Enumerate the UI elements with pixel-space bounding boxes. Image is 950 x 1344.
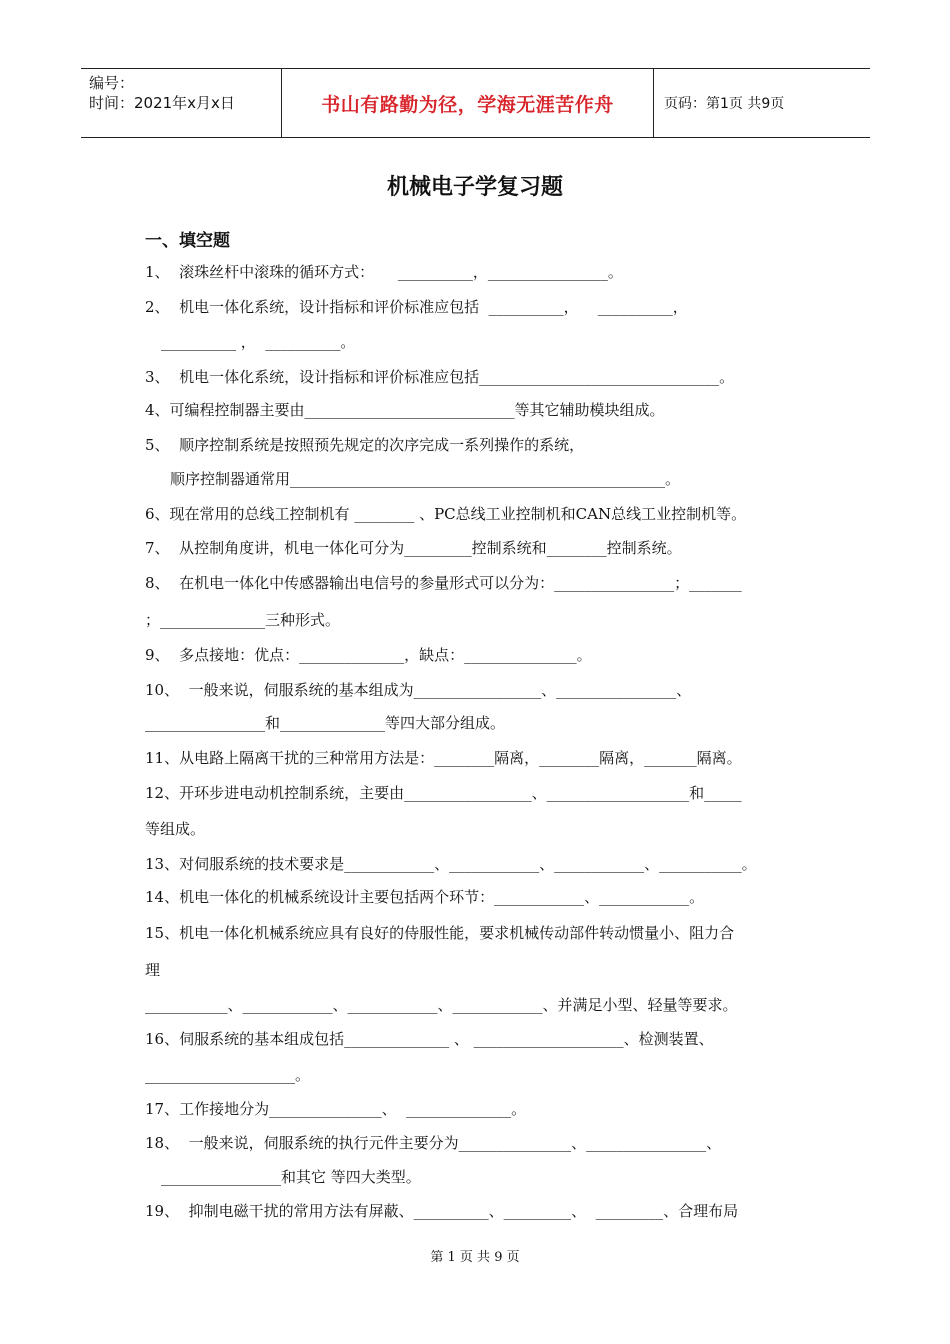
question-line: 13、对伺服系统的技术要求是____________、____________、____________、___________。 xyxy=(145,855,757,873)
question-line: 4、可编程控制器主要由____________________________等其它辅助模块组成。 xyxy=(145,401,665,419)
question-line: __________ ， __________。 xyxy=(161,333,356,351)
time-label: 时间：2021年x月x日 xyxy=(89,94,235,112)
question-line: 顺序控制器通常用__________________________________________________。 xyxy=(170,470,681,488)
question-line: 6、现在常用的总线工控制机有 ________ 、PC总线工业控制机和CAN总线工业控制机等。 xyxy=(145,505,747,523)
section-heading: 一、填空题 xyxy=(145,231,230,251)
page-footer: 第 1 页 共 9 页 xyxy=(430,1250,520,1265)
question-line: 9、 多点接地：优点：______________，缺点：_______________。 xyxy=(145,646,592,664)
header-page-info: 页码：第1页 共9页 xyxy=(664,96,785,112)
question-line: 7、 从控制角度讲，机电一体化可分为_________控制系统和________控制系统。 xyxy=(145,539,682,557)
header-motto: 书山有路勤为径，学海无涯苦作舟 xyxy=(282,69,654,137)
question-line: 17、工作接地分为_______________、 ______________。 xyxy=(145,1100,527,1118)
question-line: 11、从电路上隔离干扰的三种常用方法是：________隔离，________隔离，_______隔离。 xyxy=(145,749,742,767)
question-line: 3、 机电一体化系统，设计指标和评价标准应包括________________________________。 xyxy=(145,368,735,386)
question-line: 16、伺服系统的基本组成包括______________ 、 ____________________、检测装置、 xyxy=(145,1030,714,1048)
question-line: ____________________。 xyxy=(145,1066,311,1084)
question-line: 等组成。 xyxy=(145,820,206,838)
question-line: 1、 滚珠丝杆中滚珠的循环方式： __________，________________。 xyxy=(145,263,623,281)
question-line: 18、 一般来说，伺服系统的执行元件主要分为_______________、________________、 xyxy=(145,1134,722,1152)
question-line: ___________、____________、____________、____________、并满足小型、轻量等要求。 xyxy=(145,996,738,1014)
page-header xyxy=(81,68,870,138)
question-line: 19、 抑制电磁干扰的常用方法有屏蔽、__________、_________、 _________、合理布局 xyxy=(145,1202,739,1220)
question-line: 8、 在机电一体化中传感器输出电信号的参量形式可以分为：________________；_______ xyxy=(145,574,742,592)
question-line: ________________和其它 等四大类型。 xyxy=(161,1168,421,1186)
document-title: 机械电子学复习题 xyxy=(386,175,563,200)
question-line: 15、机电一体化机械系统应具有良好的侍服性能，要求机械传动部件转动惯量小、阻力合 xyxy=(145,924,735,942)
question-line: ________________和______________等四大部分组成。 xyxy=(145,714,506,732)
question-line: 5、 顺序控制系统是按照预先规定的次序完成一系列操作的系统， xyxy=(145,436,585,454)
question-line: 理 xyxy=(145,961,161,979)
question-line: ；______________三种形式。 xyxy=(145,611,341,629)
question-line: 12、开环步进电动机控制系统，主要由_________________、___________________和_____ xyxy=(145,784,742,802)
header-meta xyxy=(81,69,282,137)
question-line: 14、机电一体化的机械系统设计主要包括两个环节：____________、____________。 xyxy=(145,888,705,906)
question-line: 2、 机电一体化系统，设计指标和评价标准应包括 __________， __________， xyxy=(145,298,688,316)
question-line: 10、 一般来说，伺服系统的基本组成为_________________、________________、 xyxy=(145,681,692,699)
number-label: 编号： xyxy=(89,74,135,92)
